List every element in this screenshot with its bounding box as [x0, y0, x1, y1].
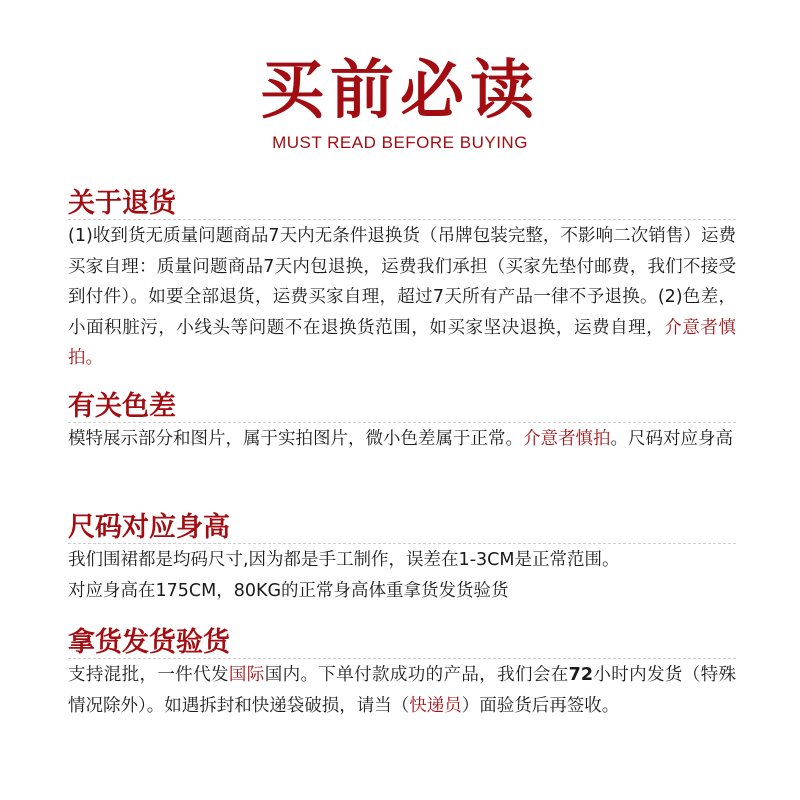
section-body-inspection: [68, 660, 736, 721]
page-header: [0, 55, 800, 153]
section-color-diff: [68, 389, 736, 455]
section-title-size: 尺码对应身高: [68, 512, 230, 543]
color-diff-text: 模特展示部分和图片，属于实拍图片，微小色差属于正常。: [68, 429, 523, 449]
section-body-color-diff: [68, 424, 736, 455]
inspection-highlight-international: 国际: [228, 665, 265, 685]
section-body-size: [68, 545, 736, 606]
section-body-returns: [68, 221, 736, 374]
section-title-inspection: 拿货发货验货: [68, 627, 230, 658]
section-returns: [68, 186, 736, 374]
page-title: 买前必读: [260, 54, 540, 128]
returns-text: (1)收到货无质量问题商品7天内无条件退换货（吊牌包装完整，不影响二次销售）运费买家自理：质量问题商品7天内包退换，运费我们承担（买家先垫付邮费，我们不接受到付件）。如要全部退货，运费买家自理，超过7天所有产品一律不予退换。(2)色差，小面积脏污，小线头等问题不在退换货范围，如买家坚决退换，运费自理，: [68, 226, 736, 338]
inspection-text-c: 小时内发货（特殊情况除外）。如遇拆封和快递袋破损，请当（: [68, 665, 737, 716]
color-diff-text-end: 。尺码对应身高: [610, 429, 733, 449]
returns-warning: 介意者慎拍。: [68, 317, 737, 368]
inspection-text-a: 支持混批，一件代发: [68, 665, 229, 685]
size-line-1: 我们围裙都是均码尺寸,因为都是手工制作，误差在1-3CM是正常范围。: [68, 550, 620, 570]
page-subtitle: MUST READ BEFORE BUYING: [272, 133, 528, 152]
color-diff-warning: 介意者慎拍: [523, 429, 611, 449]
section-inspection: [68, 625, 736, 721]
inspection-text-b: 国内。下单付款成功的产品，我们会在: [264, 665, 569, 685]
section-title-color-diff: 有关色差: [68, 391, 176, 422]
inspection-hours: 72: [568, 665, 593, 685]
inspection-highlight-courier: 快递员: [409, 695, 462, 716]
size-line-2: 对应身高在175CM，80KG的正常身高体重拿货发货验货: [68, 580, 509, 601]
section-size: [68, 510, 736, 606]
inspection-text-d: ）面验货后再签收。: [461, 695, 620, 716]
section-title-returns: 关于退货: [68, 188, 176, 219]
